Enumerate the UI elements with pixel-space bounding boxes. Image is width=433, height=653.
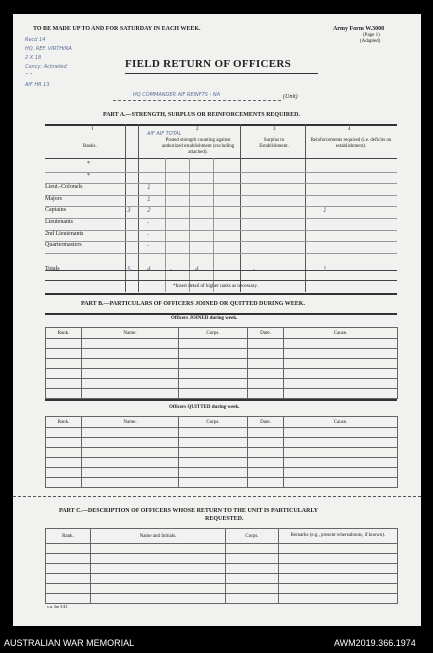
rank-label: Captains [45, 207, 66, 214]
col-ranks: Ranks. [83, 144, 97, 149]
handwritten-col2: AIF AIF TOTAL [147, 131, 182, 137]
part-a-title: PART A.—STRENGTH, SURPLUS OR REINFORCEMENTS REQUIRED. [103, 112, 300, 118]
col-surplus: Surplus to Establishment. [259, 138, 289, 149]
total-value: 4 [147, 266, 151, 273]
rank-value: - [147, 230, 150, 238]
page-title: FIELD RETURN OF OFFICERS [125, 58, 292, 70]
rank-value: 1 [323, 207, 327, 215]
rank-label: Quartermasters [45, 242, 82, 249]
quitted-table: Rank. Name. Corps. Date. Cause. [45, 416, 398, 488]
form-sheet: TO BE MADE UP TO AND FOR SATURDAY IN EACH WEEK. Army Form W.3008 (Page 1) (Adapted) Recd 14 HQ. REF. VIRTHINA 2 X 18 Concy: Ackneled “ ” AIF HR 13 FIELD RETURN OF OFFICERS HQ COMMANDER AIF REINFTS - NA (Unit) PART A.—STRENGTH, SURPLUS OR REINFORCEMENTS REQUIRED. 1 2 3 4 AIF AIF TOTAL Ranks. Posted strength counting against authorized establishment (excluding attached). Surplus to Establishment. Reinforcements required (i.e. deficits on establishment). * * Lieut.-Colonels 1 Majors 1 Captains 3 2 1 Lieutenants - 2nd Lieutenants - Quartermasters - Totals 5 4 - 4 - 1 *Insert detail of higher ranks as necessary. PART B.—PARTICULARS OF OFFICERS JOINED OR QUITTED DURING WEEK. Officers JOINED during week. Rank. Name. Corps. Date. Cause. Officers QUITTED during week. Rank. Name. Corps. Date. Cause. PART C.—DESCRIPTION OF OFFICERS WHOSE RETURN TO THE UNIT IS PARTICULARLY REQUESTED. Rank. Name and Initials. Corps. Remarks (e.g., present whereabouts, if known). s.w. 2m 5/43 [13, 14, 421, 626]
handwritten-unit: HQ COMMANDER AIF REINFTS - NA [133, 92, 221, 98]
unit-label: (Unit) [283, 94, 298, 100]
part-c-title: PART C.—DESCRIPTION OF OFFICERS WHOSE RETURN TO THE UNIT IS PARTICULARLY [59, 508, 319, 514]
footer-accession: AWM2019.366.1974 [334, 638, 416, 648]
part-c-title-2: REQUESTED. [205, 516, 244, 522]
col-reinforcements: Reinforcements required (i.e. deficits on establishment). [310, 138, 392, 149]
rank-value: - [147, 219, 150, 226]
total-value: - [253, 266, 256, 273]
rank-label: Lieut.-Colonels [45, 184, 83, 191]
part-c-table: Rank. Name and Initials. Corps. Remarks (e.g., present whereabouts, if known). [45, 528, 398, 604]
rank-label: 2nd Lieutenants [45, 230, 84, 237]
rank-label: Majors [45, 195, 62, 202]
col-posted: Posted strength counting against authorized establishment (excluding attached). [161, 138, 235, 155]
rank-label: Lieutenants [45, 219, 73, 225]
page-number: (Page 1) [363, 33, 380, 38]
part-b-title: PART B.—PARTICULARS OF OFFICERS JOINED OR QUITTED DURING WEEK. [81, 301, 305, 307]
totals-label: Totals [45, 266, 60, 272]
adapted-note: (Adapted) [360, 39, 381, 44]
print-code: s.w. 2m 5/43 [47, 604, 68, 609]
rank-value: 1 [147, 184, 151, 192]
rank-label: * [87, 161, 90, 167]
rank-value: 1 [147, 195, 151, 203]
total-value: - [170, 266, 173, 273]
rank-value: - [147, 242, 150, 250]
quitted-title: Officers QUITTED during week. [169, 405, 240, 410]
joined-table: Rank. Name. Corps. Date. Cause. [45, 327, 398, 399]
rank-value: 2 [147, 207, 151, 215]
joined-title: Officers JOINED during week. [171, 316, 238, 321]
total-value: 5 [127, 266, 131, 273]
form-number: Army Form W.3008 [333, 26, 385, 32]
part-a-footnote: *Insert detail of higher ranks as necessary. [173, 284, 258, 289]
footer-credit: AUSTRALIAN WAR MEMORIAL [4, 638, 135, 648]
handwritten-notes: Recd 14 HQ. REF. VIRTHINA 2 X 18 Concy: Ackneled “ ” AIF HR 13 [25, 37, 72, 88]
total-value: 4 [195, 266, 199, 273]
rank-label: * [87, 172, 90, 179]
header-instruction: TO BE MADE UP TO AND FOR SATURDAY IN EACH WEEK. [33, 26, 201, 32]
rank-value: 3 [127, 207, 131, 215]
total-value: 1 [323, 266, 327, 273]
